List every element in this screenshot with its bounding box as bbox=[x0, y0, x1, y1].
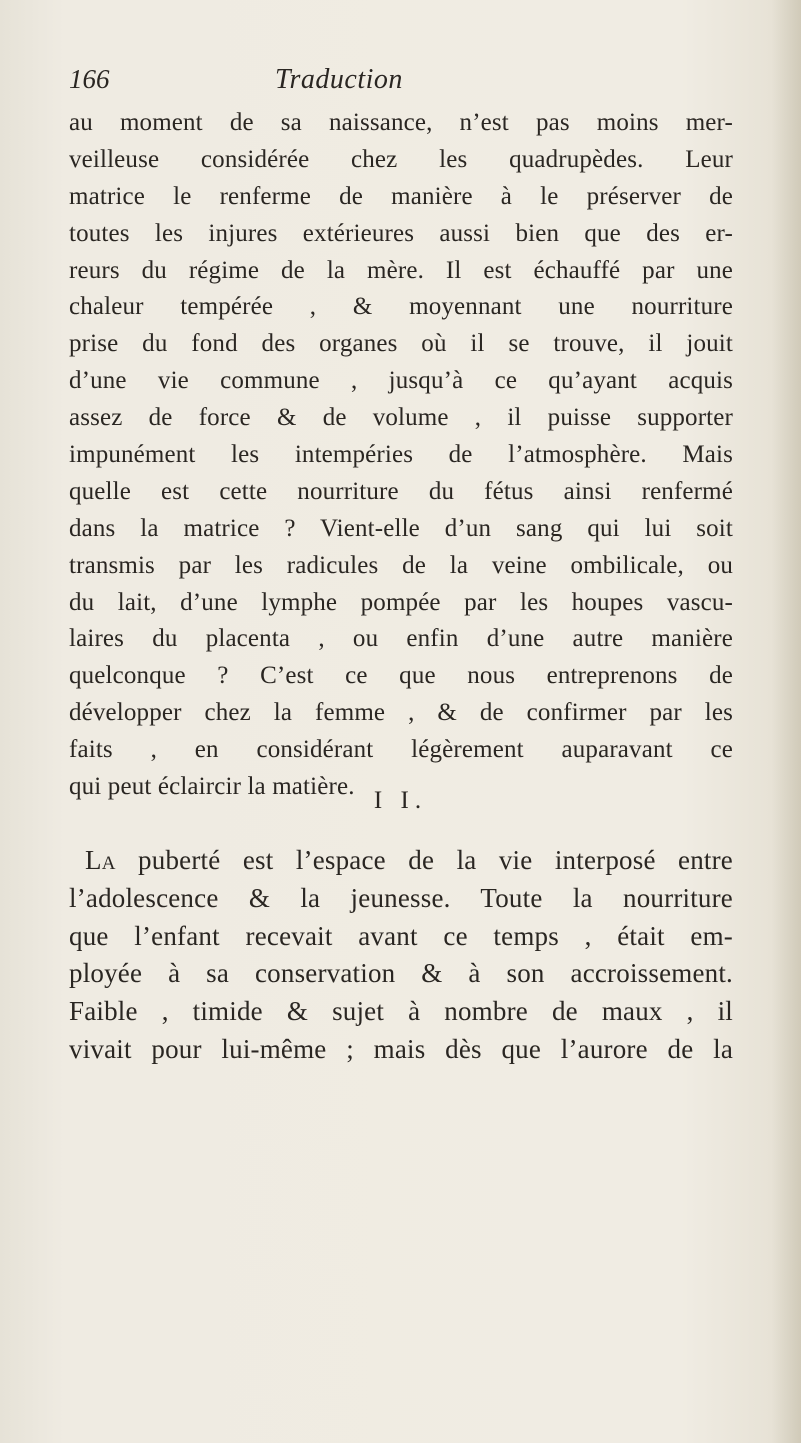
text-line: quelconque ? C’est ce que nous entreprenons de bbox=[69, 662, 733, 690]
text-line-first bbox=[69, 842, 733, 880]
text-line: laires du placenta , ou enfin d’une autre manière bbox=[69, 625, 733, 653]
text-line: impunément les intempéries de l’atmosphère. Mais bbox=[69, 441, 733, 469]
lead-word: La bbox=[85, 845, 116, 875]
text-line: vivait pour lui-même ; mais dès que l’aurore de la bbox=[69, 1033, 733, 1064]
text-line: reurs du régime de la mère. Il est échauffé par une bbox=[69, 256, 733, 284]
section-number: I I. bbox=[373, 787, 428, 814]
text-line: assez de force & de volume , il puisse supporter bbox=[69, 404, 733, 432]
text-line: ployée à sa conservation & à son accroissement. bbox=[69, 958, 733, 989]
text-line: veilleuse considérée chez les quadrupèdes. Leur bbox=[69, 145, 733, 173]
text-line: que l’enfant recevait avant ce temps , était em- bbox=[69, 920, 733, 951]
text-line: toutes les injures extérieures aussi bien que des er- bbox=[69, 219, 733, 247]
text-line: dans la matrice ? Vient-elle d’un sang qui lui soit bbox=[69, 514, 733, 542]
text-line: quelle est cette nourriture du fétus ainsi renfermé bbox=[69, 477, 733, 505]
page-header bbox=[69, 64, 729, 104]
text-line: matrice le renferme de manière à le préserver de bbox=[69, 182, 733, 210]
text-line: faits , en considérant légèrement auparavant ce bbox=[69, 736, 733, 764]
text-line: Faible , timide & sujet à nombre de maux , il bbox=[69, 996, 733, 1027]
text-line: d’une vie commune , jusqu’à ce qu’ayant acquis bbox=[69, 367, 733, 395]
text-line: développer chez la femme , & de confirmer par les bbox=[69, 699, 733, 727]
text-line: qui peut éclaircir la matière. bbox=[69, 773, 355, 801]
paragraph-2 bbox=[69, 842, 733, 1069]
running-head: Traduction bbox=[275, 64, 403, 95]
first-line-text: puberté est l’espace de la vie interposé entre bbox=[138, 845, 733, 875]
page-edge-shadow bbox=[771, 0, 801, 1443]
text-line: prise du fond des organes où il se trouve, il jouit bbox=[69, 330, 733, 358]
page-number: 166 bbox=[69, 64, 110, 94]
text-line: l’adolescence & la jeunesse. Toute la nourriture bbox=[69, 882, 733, 913]
paragraph-1 bbox=[69, 105, 733, 806]
text-line: chaleur tempérée , & moyennant une nourriture bbox=[69, 293, 733, 321]
text-line: du lait, d’une lymphe pompée par les houpes vascu- bbox=[69, 588, 733, 616]
text-line: au moment de sa naissance, n’est pas moins mer- bbox=[69, 109, 733, 136]
text-line: transmis par les radicules de la veine ombilicale, ou bbox=[69, 551, 733, 579]
